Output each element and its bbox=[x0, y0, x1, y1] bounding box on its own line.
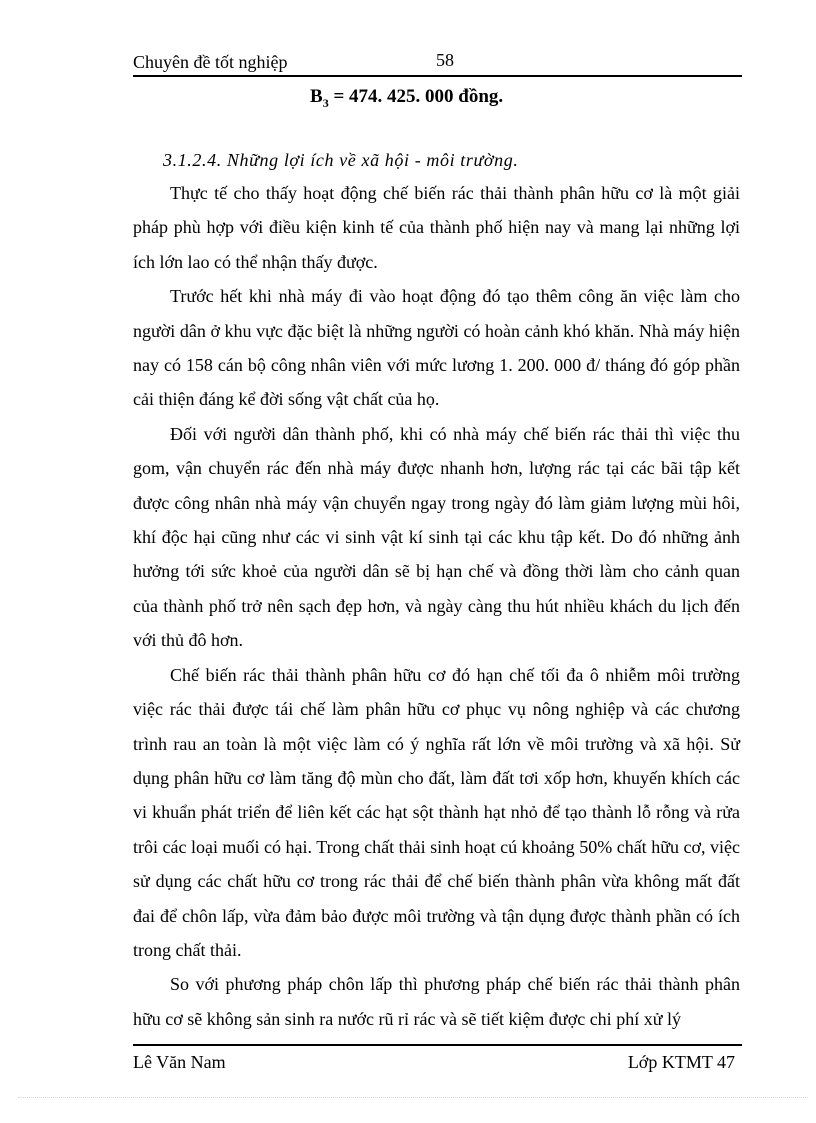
section-heading: 3.1.2.4. Những lợi ích về xã hội - môi trường. bbox=[163, 150, 519, 170]
paragraph: Thực tế cho thấy hoạt động chế biến rác thải thành phân hữu cơ là một giải pháp phù hợp với điều kiện kinh tế của thành phố hiện nay và mang lại những lợi ích lớn lao có thể nhận thấy được. bbox=[133, 183, 740, 272]
document-title: Chuyên đề tốt nghiệp bbox=[133, 52, 288, 72]
author-name: Lê Văn Nam bbox=[133, 1052, 226, 1072]
footer-divider bbox=[133, 1044, 742, 1046]
paragraph: So với phương pháp chôn lấp thì phương pháp chế biến rác thải thành phân hữu cơ sẽ không sản sinh ra nước rũ rỉ rác và sẽ tiết kiệm được chi phí xử lý bbox=[133, 974, 740, 1029]
paragraph: Trước hết khi nhà máy đi vào hoạt động đó tạo thêm công ăn việc làm cho người dân ở khu vực đặc biệt là những người có hoàn cảnh khó khăn. Nhà máy hiện nay có 158 cán bộ công nhân viên với mức lương 1. 200. 000 đ/ tháng đó góp phần cải thiện đáng kể đời sống vật chất của họ. bbox=[133, 286, 740, 410]
page-footer bbox=[133, 1052, 740, 1076]
equation-line bbox=[310, 86, 503, 111]
equation-variable: B bbox=[310, 86, 323, 107]
equation-subscript: 3 bbox=[322, 95, 329, 110]
paragraph: Đối với người dân thành phố, khi có nhà máy chế biến rác thải thì việc thu gom, vận chuyển rác đến nhà máy được nhanh hơn, lượng rác tại các bãi tập kết được công nhân nhà máy vận chuyển ngay trong ngày đó làm giảm lượng mùi hôi, khí độc hại cũng như các vi sinh vật kí sinh tại các khu tập kết. Do đó những ảnh hưởng tới sức khoẻ của người dân sẽ bị hạn chế và đồng thời làm cho cảnh quan của thành phố trở nên sạch đẹp hơn, và ngày càng thu hút nhiều khách du lịch đến với thủ đô hơn. bbox=[133, 423, 740, 651]
body-text bbox=[133, 176, 740, 1036]
paragraph: Chế biến rác thải thành phân hữu cơ đó hạn chế tối đa ô nhiễm môi trường việc rác thải được tái chế làm phân hữu cơ phục vụ nông nghiệp và các chương trình rau an toàn là một việc làm có ý nghĩa rất lớn về môi trường và xã hội. Sử dụng phân hữu cơ làm tăng độ mùn cho đất, làm đất tơi xốp hơn, khuyến khích các vi khuẩn phát triển để liên kết các hạt sột thành hạt nhỏ để tạo thành lỗ rỗng và rửa trôi các loại muối có hại. Trong chất thải sinh hoạt cú khoảng 50% chất hữu cơ, việc sử dụng các chất hữu cơ trong rác thải để chế biến thành phân vừa không mất đất đai để chôn lấp, vừa đảm bảo được môi trường và tận dụng được thành phần có ích trong chất thải. bbox=[133, 664, 740, 960]
page-header bbox=[133, 52, 740, 76]
class-name: Lớp KTMT 47 bbox=[627, 1052, 735, 1072]
header-divider bbox=[133, 75, 742, 77]
page-number: 58 bbox=[436, 50, 454, 70]
page-bottom-border bbox=[18, 1097, 808, 1098]
equation-value: = 474. 425. 000 đồng. bbox=[328, 86, 504, 107]
